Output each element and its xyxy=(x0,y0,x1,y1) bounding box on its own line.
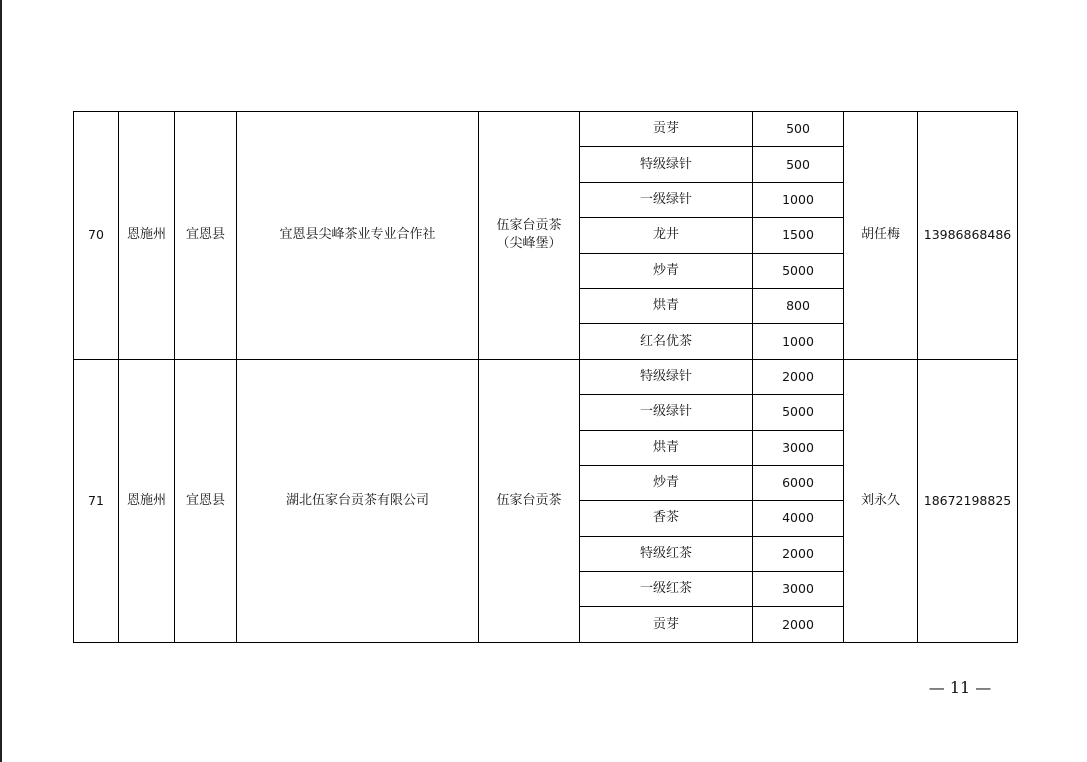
product-quantity-cell: 3000 xyxy=(753,572,844,607)
table-body xyxy=(74,112,1018,643)
product-quantity-cell: 2000 xyxy=(753,536,844,571)
product-quantity-cell: 1500 xyxy=(753,218,844,253)
product-name-cell: 一级绿针 xyxy=(580,395,753,430)
product-quantity-cell: 800 xyxy=(753,288,844,323)
product-name-cell: 烘青 xyxy=(580,288,753,323)
page-number: — 11 — xyxy=(928,678,992,697)
product-quantity-cell: 2000 xyxy=(753,607,844,642)
product-name-cell: 烘青 xyxy=(580,430,753,465)
product-quantity-cell: 5000 xyxy=(753,253,844,288)
product-quantity-cell: 1000 xyxy=(753,182,844,217)
product-quantity-cell: 500 xyxy=(753,112,844,147)
brand-cell xyxy=(479,359,580,642)
left-edge-line xyxy=(0,0,2,762)
product-name-cell: 贡芽 xyxy=(580,112,753,147)
product-quantity-cell: 500 xyxy=(753,147,844,182)
product-name-cell: 一级绿针 xyxy=(580,182,753,217)
table-row xyxy=(74,359,1018,394)
company-cell: 湖北伍家台贡茶有限公司 xyxy=(237,359,479,642)
company-cell: 宜恩县尖峰茶业专业合作社 xyxy=(237,112,479,360)
county-cell: 宜恩县 xyxy=(175,112,237,360)
product-name-cell: 红名优茶 xyxy=(580,324,753,359)
product-name-cell: 炒青 xyxy=(580,465,753,500)
table-row xyxy=(74,112,1018,147)
brand-line: 伍家台贡茶 xyxy=(496,218,562,234)
product-name-cell: 炒青 xyxy=(580,253,753,288)
contact-person-cell: 刘永久 xyxy=(844,359,918,642)
product-name-cell: 龙井 xyxy=(580,218,753,253)
brand-line: 伍家台贡茶 xyxy=(496,492,562,508)
tea-enterprise-table xyxy=(73,111,1018,643)
product-name-cell: 香茶 xyxy=(580,501,753,536)
product-quantity-cell: 1000 xyxy=(753,324,844,359)
product-name-cell: 特级绿针 xyxy=(580,359,753,394)
product-quantity-cell: 4000 xyxy=(753,501,844,536)
brand-cell xyxy=(479,112,580,360)
brand-line: （尖峰堡） xyxy=(496,236,562,252)
record-number-cell: 70 xyxy=(74,112,119,360)
phone-number-cell: 18672198825 xyxy=(918,359,1018,642)
product-name-cell: 特级红茶 xyxy=(580,536,753,571)
product-name-cell: 特级绿针 xyxy=(580,147,753,182)
record-number-cell: 71 xyxy=(74,359,119,642)
product-quantity-cell: 6000 xyxy=(753,465,844,500)
contact-person-cell: 胡任梅 xyxy=(844,112,918,360)
product-name-cell: 贡芽 xyxy=(580,607,753,642)
product-name-cell: 一级红茶 xyxy=(580,572,753,607)
prefecture-cell: 恩施州 xyxy=(119,359,175,642)
product-quantity-cell: 5000 xyxy=(753,395,844,430)
county-cell: 宜恩县 xyxy=(175,359,237,642)
phone-number-cell: 13986868486 xyxy=(918,112,1018,360)
product-quantity-cell: 3000 xyxy=(753,430,844,465)
product-quantity-cell: 2000 xyxy=(753,359,844,394)
prefecture-cell: 恩施州 xyxy=(119,112,175,360)
